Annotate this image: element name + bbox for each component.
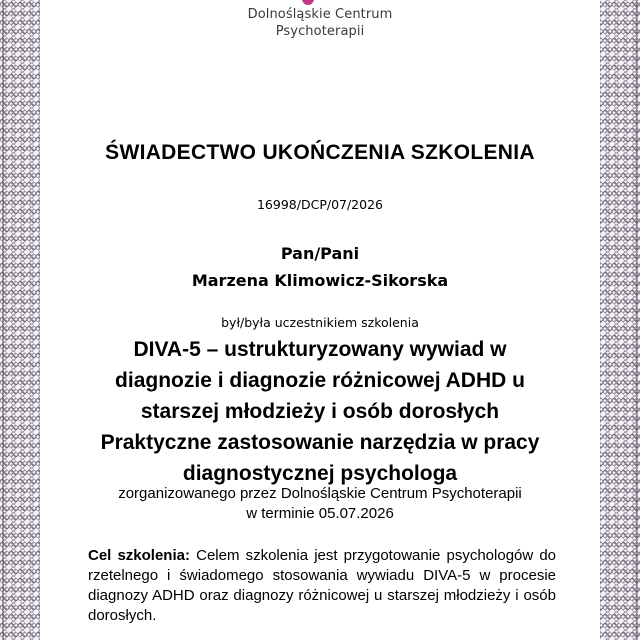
certificate-sheet <box>40 0 600 640</box>
course-date: w terminie 05.07.2026 <box>246 505 394 522</box>
goal-label: Cel szkolenia: <box>88 547 190 564</box>
organization-line-2: Psychoterapii <box>275 24 365 39</box>
goal-text: Celem szkolenia jest przygotowanie psychologów do rzetelnego i świadomego stosowania wywiadu DIVA-5 w procesie diagnozy ADHD oraz diagnozy różnicowej u starszej młodzieży i osób dorosłych. <box>88 547 557 624</box>
course-title <box>40 334 600 489</box>
organization-line-1: Dolnośląskie Centrum <box>247 7 393 22</box>
salutation: Pan/Pani <box>280 244 360 263</box>
course-goal <box>88 546 556 626</box>
course-title-line: Praktyczne zastosowanie narzędzia w pracy <box>100 431 540 454</box>
certificate-number: 16998/DCP/07/2026 <box>256 197 383 212</box>
course-title-line: diagnostycznej psychologa <box>182 462 458 485</box>
organizer-info <box>40 484 600 524</box>
participant-name: Marzena Klimowicz-Sikorska <box>191 271 449 290</box>
organization-name <box>40 6 600 40</box>
participation-statement: był/była uczestnikiem szkolenia <box>221 315 419 330</box>
course-title-line: starszej młodzieży i osób dorosłych <box>140 400 500 423</box>
course-title-line: DIVA-5 – ustrukturyzowany wywiad w <box>133 338 507 361</box>
certificate-title: ŚWIADECTWO UKOŃCZENIA SZKOLENIA <box>105 141 535 164</box>
organized-by: zorganizowanego przez Dolnośląskie Centrum Psychoterapii <box>118 485 522 502</box>
logo-icon <box>302 0 314 5</box>
course-title-line: diagnozie i diagnozie różnicowej ADHD u <box>115 369 525 392</box>
